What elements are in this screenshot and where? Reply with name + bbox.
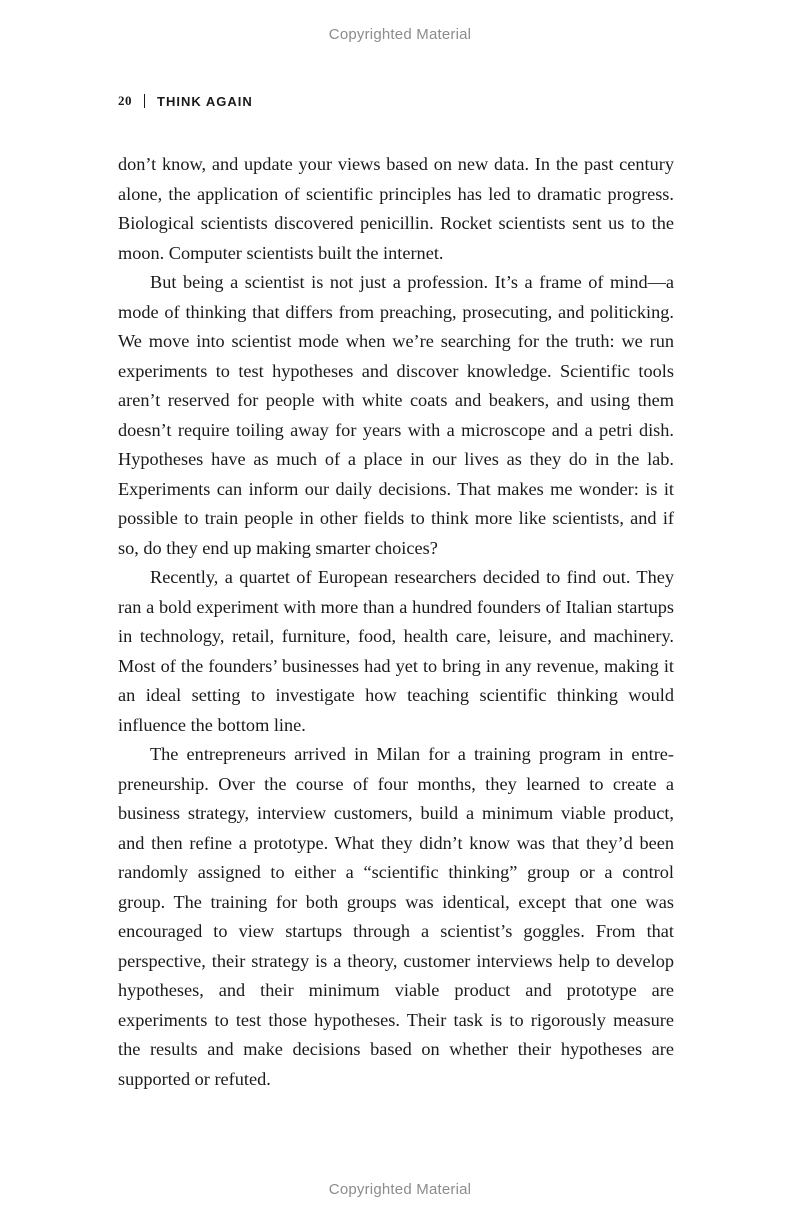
paragraph: The entrepreneurs arrived in Milan for a training program in entrepreneurship. Over the course of four months, they learned to create a business strategy, interview customers, build a minimum viable product, and then refine a prototype. What they didn’t know was that they’d been randomly assigned to either a “scientific thinking” group or a control group. The training for both groups was identical, except that one was encouraged to view startups through a scientist’s goggles. From that perspective, their strategy is a theory, customer interviews help to develop hypotheses, and their minimum viable product and prototype are experiments to test those hypotheses. Their task is to rigorously measure the results and make decisions based on whether their hypotheses are supported or refuted. xyxy=(118,744,674,1089)
paragraph-continued: don’t know, and update your views based on new data. In the past century alone, the application of scientific principles has led to dramatic progress. Biological scientists discovered penicillin. Rocket scientists sent us to the moon. Computer scientists built the internet. xyxy=(118,154,674,263)
running-head xyxy=(118,93,253,109)
copyright-watermark-top: Copyrighted Material xyxy=(328,26,472,43)
running-head-divider xyxy=(144,94,145,108)
copyright-watermark-bottom: Copyrighted Material xyxy=(328,1181,472,1198)
paragraph: Recently, a quartet of European researchers decided to find out. They ran a bold experiment with more than a hundred founders of Italian startups in technology, retail, furniture, food, health care, leisure, and machinery. Most of the founders’ businesses had yet to bring in any revenue, making it an ideal setting to investigate how teaching scientific thinking would influence the bottom line. xyxy=(118,567,674,735)
body-text xyxy=(118,150,674,1094)
page-number: 20 xyxy=(118,93,132,108)
book-title: THINK AGAIN xyxy=(157,93,253,109)
paragraph: But being a scientist is not just a profession. It’s a frame of mind—a mode of thinking that differs from preaching, prosecuting, and politicking. We move into scientist mode when we’re searching for the truth: we run experiments to test hypotheses and discover knowledge. Scientific tools aren’t reserved for people with white coats and beakers, and using them doesn’t require toiling away for years with a microscope and a petri dish. Hypotheses have as much of a place in our lives as they do in the lab. Experiments can inform our daily decisions. That makes me wonder: is it possible to train people in other fields to think more like scientists, and if so, do they end up making smarter choices? xyxy=(118,272,674,558)
